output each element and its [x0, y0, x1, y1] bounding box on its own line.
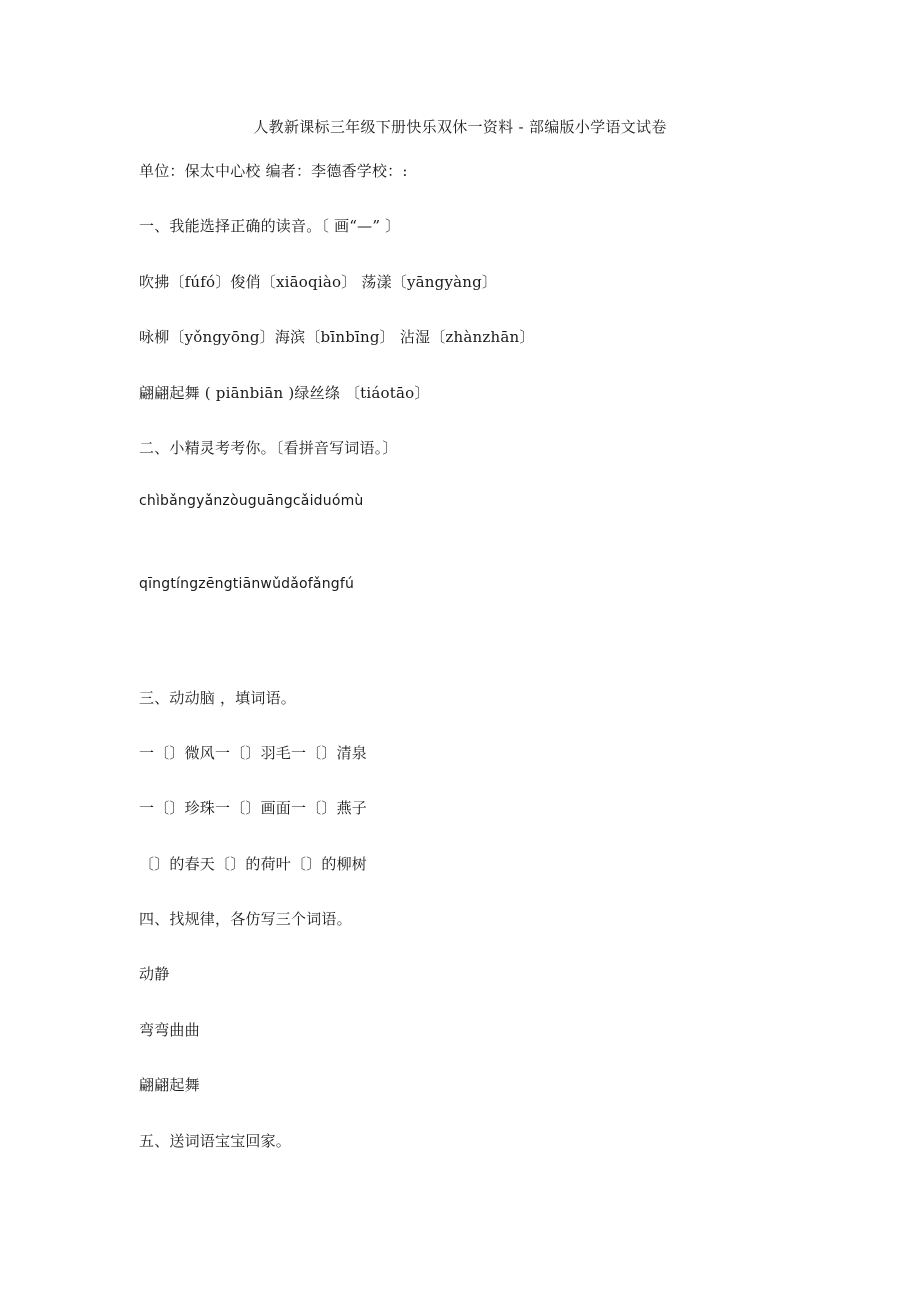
section1-row3: 翩翩起舞 ( piānbiān )绿丝绦 〔tiáotāo〕: [139, 384, 430, 402]
document-title: 人教新课标三年级下册快乐双休一资料 - 部编版小学语文试卷: [253, 118, 667, 136]
section3-heading: 三、动动脑 ，填词语。: [139, 689, 296, 707]
section3-row2: 一〔〕珍珠一〔〕画面一〔〕燕子: [139, 799, 368, 817]
section3-row1: 一〔〕微风一〔〕羽毛一〔〕清泉: [139, 744, 368, 762]
section4-example3: 翩翩起舞: [139, 1076, 200, 1094]
section4-heading: 四、找规律，各仿写三个词语。: [139, 910, 352, 928]
section4-example1: 动静: [139, 965, 170, 983]
section2-heading: 二、小精灵考考你。〔看拼音写词语。〕: [139, 439, 398, 457]
meta-line: 单位：保太中心校 编者：李德香学校：:: [139, 162, 408, 180]
section2-pinyin1: chìbǎngyǎnzòuguāngcǎiduómù: [139, 493, 364, 509]
section1-heading: 一、我能选择正确的读音。〔 画“—” 〕: [139, 217, 401, 235]
section1-row2: 咏柳〔yǒngyōng〕海滨〔bīnbīng〕 沾湿〔zhànzhān〕: [139, 328, 535, 346]
section5-heading: 五、送词语宝宝回家。: [139, 1132, 292, 1150]
section4-example2: 弯弯曲曲: [139, 1021, 200, 1039]
section2-pinyin2: qīngtíngzēngtiānwǔdǎofǎngfú: [139, 576, 355, 592]
section1-row1: 吹拂〔fúfó〕俊俏〔xiāoqiào〕 荡漾〔yāngyàng〕: [139, 273, 498, 291]
section3-row3: 〔〕的春天〔〕的荷叶〔〕的柳树: [139, 855, 368, 873]
